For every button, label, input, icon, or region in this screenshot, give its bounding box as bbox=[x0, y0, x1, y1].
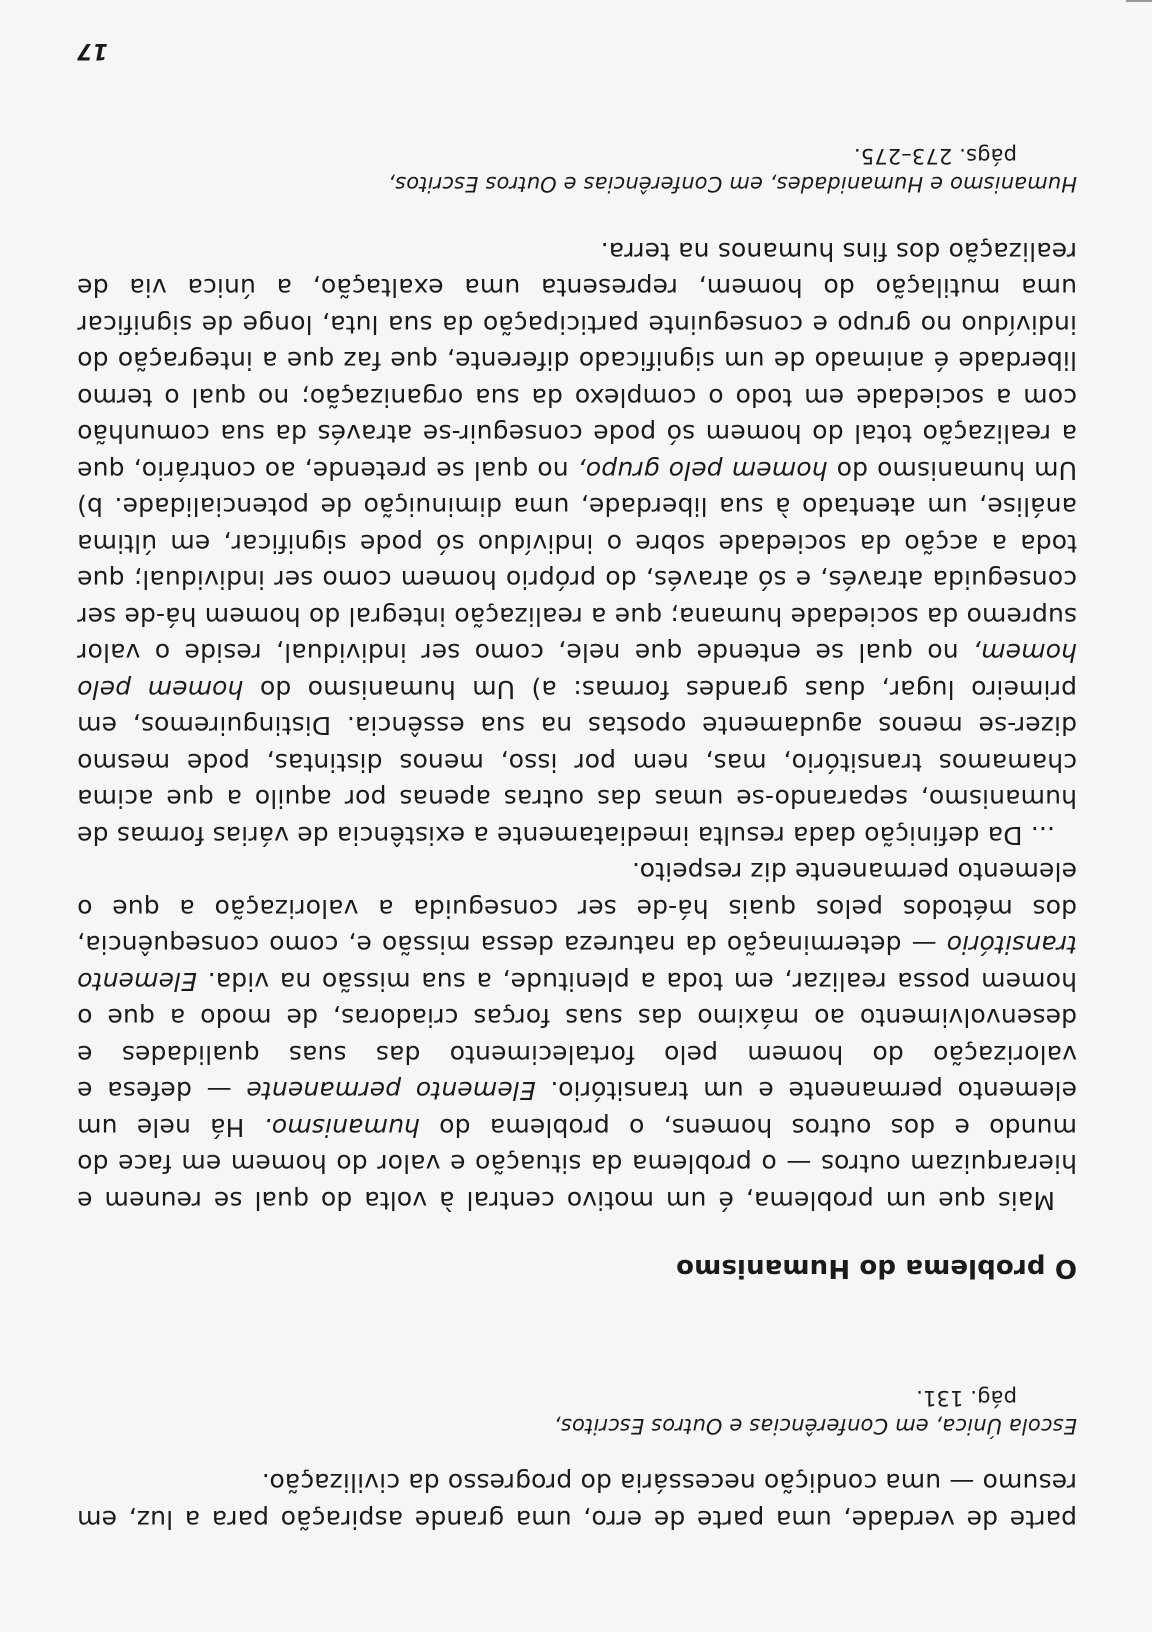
paragraph-forms-of-humanism bbox=[77, 233, 1077, 854]
italic-term: Elemento transitório bbox=[77, 930, 1077, 996]
citation-humanismo bbox=[77, 143, 1077, 199]
text-run: Mais que um problema, é um motivo central à volta do qual se reunem e hierarquizam outros — o problema da situação e valor do homem em face do mundo e dos outros homens, o problema do bbox=[77, 1113, 1077, 1215]
italic-term: homem pelo grupo, bbox=[577, 456, 828, 485]
text-run: no qual se pretende, ao contrário, que a realização total do homem só pode conseguir-se através da sua comunhão com a sociedade em todo o complexo da sua organização; no qual o termo liberdade é animado de um significado diferente, que faz que a integração do indivíduo no grupo e conseguinte participação da sua luta, longe de significar uma mutilação do homem, representa uma exaltação, a única via de realização dos fins humanos na terra. bbox=[76, 237, 1077, 485]
citation-escola-unica bbox=[77, 1384, 1077, 1440]
text-run: Há nele um elemento permanente e um transitório. bbox=[76, 1076, 1077, 1142]
citation-pages: págs. 273–275. bbox=[853, 144, 1017, 169]
paragraph-humanism-definition bbox=[77, 853, 1077, 1218]
text-run: no qual se entende que nele, como ser individual, reside o valor supremo da sociedade humana; que a realização integral do homem há-de ser conseguida através, e só através, do próprio homem como ser individual; que toda a acção da sociedade sobre o indivíduo só pode significar, em última análise, um atentado à sua liberdade, uma diminuição de potencialidade. b) Um humanismo do bbox=[77, 456, 1077, 668]
italic-term: homem pelo homem, bbox=[77, 638, 1077, 704]
text-run: ... Da definição dada resulta imediatamente a existência de várias formas de humanismo, separando-se umas das outras apenas por aquilo a que acima chamamos transitório, mas, nem por isso, menos distintas, pode mesmo dizer-se menos agudamente opostas na sua essência. Distinguiremos, em primeiro lugar, duas grandes formas: a) Um humanismo do bbox=[77, 675, 1077, 850]
section-heading: O problema do Humanismo bbox=[675, 1253, 1077, 1283]
citation-source: Escola Única, em Conferências e Outros Escritos, bbox=[553, 1414, 1077, 1438]
italic-term: Elemento permanente bbox=[246, 1076, 536, 1106]
text-run: — defesa e valorização do homem pelo fortalecimento das suas qualidades e desenvolvimento ao máximo das suas forças criadoras, de modo a que o homem possa realizar, em toda a plenitude, a sua missão na vida. bbox=[77, 967, 1077, 1106]
citation-source: Humanismo e Humanidades, em Conferências e Outros Escritos, bbox=[388, 172, 1077, 197]
italic-term: humanismo. bbox=[263, 1113, 420, 1142]
page-number: 17 bbox=[77, 38, 108, 64]
citation-pages: pág. 131. bbox=[916, 1386, 1017, 1410]
text-run: — determinação da natureza dessa missão e, como consequência, dos métodos pelos quais há-de ser conseguida a valorização a que o elemento permanente diz respeito. bbox=[77, 857, 1077, 960]
top-paragraph: parte de verdade, uma parte de erro, uma grande aspiração para a luz, em resumo — uma condição necessária do progresso da civilização. bbox=[77, 1468, 1077, 1534]
page-body bbox=[77, 32, 1077, 1537]
